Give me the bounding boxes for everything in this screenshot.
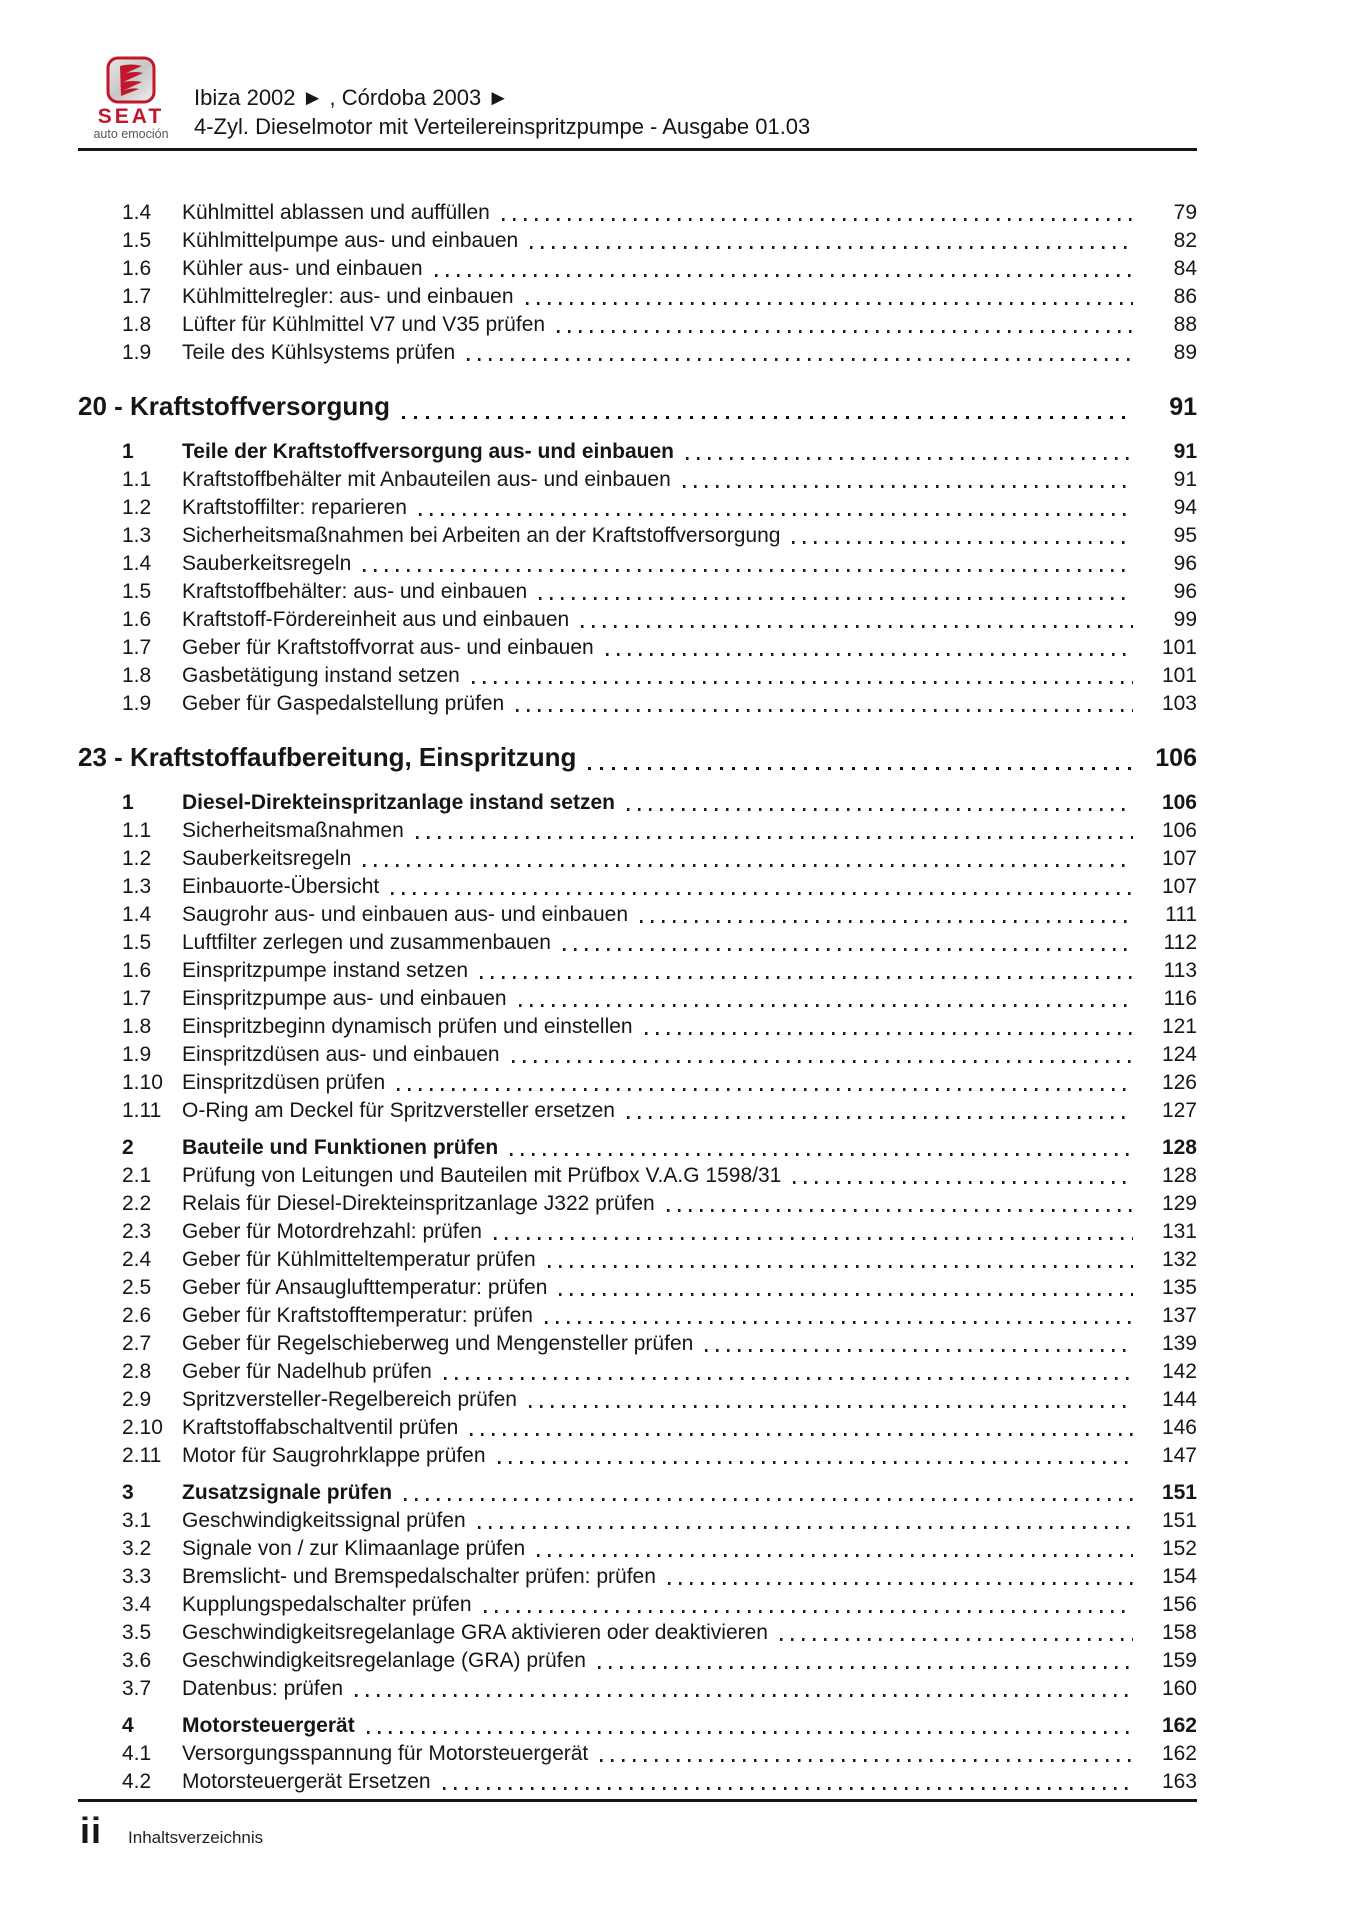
toc-item-title: Einspritzdüsen aus- und einbauen <box>182 1043 500 1066</box>
toc-item-number: 1.8 <box>122 1015 152 1038</box>
toc-item-title: Kraftstoffilter: reparieren <box>182 496 407 519</box>
toc-row <box>78 873 1197 901</box>
toc-item-title: Prüfung von Leitungen und Bauteilen mit Prüfbox V.A.G 1598/31 <box>182 1164 782 1187</box>
dot-leader <box>780 1638 1133 1641</box>
toc-section-page: 91 <box>1169 393 1197 421</box>
toc-item-title: Einspritzpumpe aus- und einbauen <box>182 987 507 1010</box>
toc-item-page: 142 <box>1161 1360 1197 1383</box>
dot-leader <box>600 1759 1133 1762</box>
toc-item-page: 127 <box>1161 1099 1197 1122</box>
toc-item-page: 96 <box>1173 552 1197 575</box>
toc-row <box>78 1647 1197 1675</box>
toc-row <box>78 1619 1197 1647</box>
toc-item-title: Kraftstoffbehälter: aus- und einbauen <box>182 580 528 603</box>
dot-leader <box>512 1060 1133 1063</box>
toc-item-page: 128 <box>1161 1164 1197 1187</box>
toc-item-page: 124 <box>1161 1043 1197 1066</box>
toc-item-title: Einbauorte-Übersicht <box>182 875 380 898</box>
toc-item-title: Motorsteuergerät <box>182 1714 355 1737</box>
dot-leader <box>627 1116 1133 1119</box>
toc-item-page: 137 <box>1161 1304 1197 1327</box>
dot-leader <box>645 1032 1133 1035</box>
toc-item-page: 162 <box>1161 1714 1197 1737</box>
toc-item-number: 1.8 <box>122 664 152 687</box>
table-of-contents <box>78 199 1197 1796</box>
toc-item-number: 1.1 <box>122 819 152 842</box>
toc-item-title: Kühlmittel ablassen und auffüllen <box>182 201 490 224</box>
toc-item-title: Kühlmittelpumpe aus- und einbauen <box>182 229 519 252</box>
toc-item-page: 113 <box>1163 959 1197 982</box>
toc-row <box>78 1134 1197 1162</box>
toc-item-page: 99 <box>1173 608 1197 631</box>
dot-leader <box>480 976 1133 979</box>
toc-item-title: Motorsteuergerät Ersetzen <box>182 1770 431 1793</box>
toc-item-page: 84 <box>1173 257 1197 280</box>
toc-item-number: 1.2 <box>122 847 152 870</box>
toc-item-title: Kühler aus- und einbauen <box>182 257 423 280</box>
dot-leader <box>559 1293 1133 1296</box>
toc-row <box>78 1507 1197 1535</box>
toc-item-title: Sicherheitsmaßnahmen <box>182 819 404 842</box>
toc-row <box>78 985 1197 1013</box>
dot-leader <box>467 358 1133 361</box>
toc-item-number: 2.5 <box>122 1276 152 1299</box>
toc-row <box>78 1041 1197 1069</box>
toc-item-number: 3.2 <box>122 1537 152 1560</box>
toc-item-number: 2 <box>122 1136 134 1159</box>
toc-row <box>78 1218 1197 1246</box>
toc-item-number: 1.3 <box>122 524 152 547</box>
dot-leader <box>519 1004 1133 1007</box>
toc-item-title: Saugrohr aus- und einbauen aus- und einbauen <box>182 903 629 926</box>
dot-leader <box>470 1433 1133 1436</box>
toc-item-number: 2.2 <box>122 1192 152 1215</box>
footer-rule <box>78 1799 1197 1802</box>
toc-item-title: Einspritzdüsen prüfen <box>182 1071 386 1094</box>
toc-item-number: 3.1 <box>122 1509 152 1532</box>
toc-row <box>78 1246 1197 1274</box>
footer-section-label: Inhaltsverzeichnis <box>128 1828 264 1847</box>
toc-item-title: Teile der Kraftstoffversorgung aus- und einbauen <box>182 440 675 463</box>
toc-item-page: 107 <box>1161 875 1197 898</box>
toc-item-number: 1.9 <box>122 692 152 715</box>
toc-item-title: Einspritzbeginn dynamisch prüfen und einstellen <box>182 1015 633 1038</box>
dot-leader <box>792 541 1133 544</box>
toc-row <box>78 227 1197 255</box>
toc-item-number: 3.6 <box>122 1649 152 1672</box>
toc-item-title: Lüfter für Kühlmittel V7 und V35 prüfen <box>182 313 546 336</box>
dot-leader <box>367 1731 1133 1734</box>
toc-row <box>78 466 1197 494</box>
toc-item-number: 1.9 <box>122 341 152 364</box>
toc-row <box>78 494 1197 522</box>
toc-item-number: 1.1 <box>122 468 152 491</box>
dot-leader <box>640 920 1133 923</box>
toc-item-title: Geber für Kraftstofftemperatur: prüfen <box>182 1304 533 1327</box>
toc-item-title: Kühlmittelregler: aus- und einbauen <box>182 285 514 308</box>
page-header <box>78 0 1197 142</box>
toc-item-page: 159 <box>1161 1649 1197 1672</box>
header-model-line: Ibiza 2002 ► , Córdoba 2003 ► <box>194 85 510 110</box>
toc-item-number: 1.3 <box>122 875 152 898</box>
dot-leader <box>402 416 1133 419</box>
toc-item-number: 1.7 <box>122 285 152 308</box>
toc-item-number: 2.9 <box>122 1388 152 1411</box>
toc-item-page: 146 <box>1161 1416 1197 1439</box>
toc-item-number: 3.4 <box>122 1593 152 1616</box>
toc-section-title: 23 - Kraftstoffaufbereitung, Einspritzung <box>78 742 577 772</box>
toc-item-page: 152 <box>1161 1537 1197 1560</box>
dot-leader <box>444 1377 1133 1380</box>
toc-item-page: 106 <box>1161 791 1197 814</box>
toc-item-title: Luftfilter zerlegen und zusammenbauen <box>182 931 551 954</box>
toc-row <box>78 311 1197 339</box>
toc-row <box>78 283 1197 311</box>
toc-item-number: 3.7 <box>122 1677 152 1700</box>
toc-item-page: 112 <box>1163 931 1197 954</box>
toc-item-title: Bauteile und Funktionen prüfen <box>182 1136 499 1159</box>
toc-item-title: Geber für Kühlmitteltemperatur prüfen <box>182 1248 536 1271</box>
toc-section-page: 106 <box>1155 744 1197 772</box>
seat-emblem-icon <box>106 56 156 104</box>
dot-leader <box>683 485 1133 488</box>
toc-item-number: 1.4 <box>122 903 152 926</box>
dot-leader <box>397 1088 1133 1091</box>
toc-item-page: 116 <box>1163 987 1197 1010</box>
toc-item-number: 1.8 <box>122 313 152 336</box>
dot-leader <box>435 274 1133 277</box>
dot-leader <box>530 246 1133 249</box>
dot-leader <box>478 1526 1133 1529</box>
dot-leader <box>686 457 1133 460</box>
toc-item-page: 163 <box>1161 1770 1197 1793</box>
toc-row <box>78 606 1197 634</box>
toc-row <box>78 1097 1197 1125</box>
dot-leader <box>667 1209 1133 1212</box>
toc-row <box>78 1302 1197 1330</box>
toc-item-title: Sicherheitsmaßnahmen bei Arbeiten an der Kraftstoffversorgung <box>182 524 781 547</box>
dot-leader <box>537 1554 1133 1557</box>
toc-item-title: Geschwindigkeitssignal prüfen <box>182 1509 466 1532</box>
dot-leader <box>404 1498 1133 1501</box>
toc-item-number: 4.1 <box>122 1742 152 1765</box>
dot-leader <box>443 1787 1133 1790</box>
toc-row <box>78 522 1197 550</box>
toc-item-number: 2.8 <box>122 1360 152 1383</box>
toc-item-page: 154 <box>1161 1565 1197 1588</box>
toc-item-number: 1.5 <box>122 931 152 954</box>
toc-row <box>78 1386 1197 1414</box>
toc-row <box>78 1591 1197 1619</box>
toc-item-page: 101 <box>1161 636 1197 659</box>
toc-item-title: Versorgungsspannung für Motorsteuergerät <box>182 1742 589 1765</box>
toc-row <box>78 1535 1197 1563</box>
toc-row <box>78 438 1197 466</box>
toc-item-title: Geber für Nadelhub prüfen <box>182 1360 432 1383</box>
dot-leader <box>494 1237 1133 1240</box>
toc-item-page: 82 <box>1173 229 1197 252</box>
toc-item-page: 95 <box>1173 524 1197 547</box>
toc-row <box>78 1740 1197 1768</box>
toc-item-title: Bremslicht- und Bremspedalschalter prüfen: prüfen <box>182 1565 656 1588</box>
dot-leader <box>598 1666 1133 1669</box>
dot-leader <box>363 864 1133 867</box>
toc-item-number: 3.5 <box>122 1621 152 1644</box>
dot-leader <box>557 330 1133 333</box>
toc-item-title: Datenbus: prüfen <box>182 1677 344 1700</box>
toc-item-title: Geber für Ansauglufttemperatur: prüfen <box>182 1276 548 1299</box>
toc-row <box>78 690 1197 718</box>
dot-leader <box>548 1265 1133 1268</box>
dot-leader <box>416 836 1133 839</box>
toc-item-page: 156 <box>1161 1593 1197 1616</box>
toc-section-title: 20 - Kraftstoffversorgung <box>78 391 391 421</box>
toc-section-header <box>78 384 1197 429</box>
toc-item-page: 111 <box>1165 903 1197 926</box>
toc-item-number: 4 <box>122 1714 134 1737</box>
toc-item-number: 1.4 <box>122 201 152 224</box>
toc-item-number: 2.10 <box>122 1416 163 1439</box>
toc-item-number: 1.5 <box>122 229 152 252</box>
toc-item-number: 2.1 <box>122 1164 152 1187</box>
toc-row <box>78 634 1197 662</box>
toc-item-number: 1.7 <box>122 636 152 659</box>
toc-item-title: Signale von / zur Klimaanlage prüfen <box>182 1537 526 1560</box>
seat-wordmark: SEAT <box>97 105 165 128</box>
dot-leader <box>502 218 1133 221</box>
toc-item-title: Geber für Gaspedalstellung prüfen <box>182 692 505 715</box>
toc-item-page: 144 <box>1161 1388 1197 1411</box>
toc-item-title: Sauberkeitsregeln <box>182 847 352 870</box>
toc-item-number: 1.9 <box>122 1043 152 1066</box>
toc-item-title: Spritzversteller-Regelbereich prüfen <box>182 1388 517 1411</box>
seat-tagline: auto emoción <box>93 127 169 141</box>
dot-leader <box>419 513 1133 516</box>
toc-item-page: 91 <box>1173 440 1197 463</box>
toc-item-title: Einspritzpumpe instand setzen <box>182 959 468 982</box>
header-rule <box>78 148 1197 151</box>
toc-item-number: 1 <box>122 440 134 463</box>
toc-item-title: O-Ring am Deckel für Spritzversteller ersetzen <box>182 1099 615 1122</box>
dot-leader <box>355 1694 1133 1697</box>
toc-item-title: Geschwindigkeitsregelanlage GRA aktivieren oder deaktivieren <box>182 1621 768 1644</box>
dot-leader <box>510 1153 1133 1156</box>
dot-leader <box>363 569 1133 572</box>
toc-row <box>78 817 1197 845</box>
toc-item-title: Kraftstoff-Fördereinheit aus und einbauen <box>182 608 570 631</box>
toc-item-number: 1.2 <box>122 496 152 519</box>
toc-item-page: 88 <box>1173 313 1197 336</box>
toc-item-page: 121 <box>1161 1015 1197 1038</box>
toc-item-title: Geschwindigkeitsregelanlage (GRA) prüfen <box>182 1649 586 1672</box>
toc-item-number: 1.11 <box>122 1099 162 1122</box>
toc-row <box>78 1675 1197 1703</box>
toc-item-number: 1.6 <box>122 959 152 982</box>
toc-item-page: 128 <box>1161 1136 1197 1159</box>
footer-page-number: ii <box>80 1810 103 1851</box>
toc-item-page: 151 <box>1161 1509 1197 1532</box>
page-footer <box>78 1799 1197 1852</box>
toc-item-page: 160 <box>1161 1677 1197 1700</box>
toc-item-title: Zusatzsignale prüfen <box>182 1481 393 1504</box>
dot-leader <box>526 302 1133 305</box>
toc-item-title: Sauberkeitsregeln <box>182 552 352 575</box>
toc-row <box>78 1442 1197 1470</box>
toc-row <box>78 662 1197 690</box>
toc-item-title: Kraftstoffabschaltventil prüfen <box>182 1416 459 1439</box>
toc-row <box>78 339 1197 367</box>
dot-leader <box>484 1610 1133 1613</box>
dot-leader <box>563 948 1133 951</box>
toc-item-page: 107 <box>1161 847 1197 870</box>
dot-leader <box>529 1405 1133 1408</box>
toc-item-number: 1.7 <box>122 987 152 1010</box>
toc-row <box>78 255 1197 283</box>
dot-leader <box>588 767 1133 770</box>
dot-leader <box>793 1181 1133 1184</box>
toc-item-title: Geber für Kraftstoffvorrat aus- und einbauen <box>182 636 594 659</box>
toc-item-title: Geber für Motordrehzahl: prüfen <box>182 1220 482 1243</box>
toc-item-page: 79 <box>1173 201 1197 224</box>
toc-row <box>78 1768 1197 1796</box>
toc-item-number: 1.6 <box>122 608 152 631</box>
toc-item-title: Diesel-Direkteinspritzanlage instand setzen <box>182 791 615 814</box>
toc-item-number: 2.6 <box>122 1304 152 1327</box>
toc-item-title: Kupplungspedalschalter prüfen <box>182 1593 472 1616</box>
toc-item-number: 3.3 <box>122 1565 152 1588</box>
toc-item-title: Motor für Saugrohrklappe prüfen <box>182 1444 486 1467</box>
toc-item-number: 2.3 <box>122 1220 152 1243</box>
toc-item-title: Relais für Diesel-Direkteinspritzanlage J322 prüfen <box>182 1192 655 1215</box>
dot-leader <box>606 653 1133 656</box>
toc-item-page: 147 <box>1161 1444 1197 1467</box>
toc-item-page: 162 <box>1161 1742 1197 1765</box>
toc-item-page: 94 <box>1173 496 1197 519</box>
dot-leader <box>705 1349 1133 1352</box>
toc-item-number: 3 <box>122 1481 134 1504</box>
toc-row <box>78 789 1197 817</box>
toc-item-page: 151 <box>1161 1481 1197 1504</box>
dot-leader <box>539 597 1133 600</box>
toc-item-page: 129 <box>1161 1192 1197 1215</box>
toc-item-page: 91 <box>1173 468 1197 491</box>
toc-item-title: Gasbetätigung instand setzen <box>182 664 460 687</box>
toc-item-page: 106 <box>1161 819 1197 842</box>
toc-item-page: 158 <box>1161 1621 1197 1644</box>
toc-section-header <box>78 735 1197 780</box>
toc-item-number: 2.4 <box>122 1248 152 1271</box>
toc-item-number: 1.10 <box>122 1071 163 1094</box>
toc-row <box>78 957 1197 985</box>
dot-leader <box>516 709 1133 712</box>
toc-item-number: 2.11 <box>122 1444 162 1467</box>
toc-row <box>78 578 1197 606</box>
toc-item-page: 139 <box>1161 1332 1197 1355</box>
toc-item-page: 96 <box>1173 580 1197 603</box>
header-subtitle-line: 4-Zyl. Dieselmotor mit Verteilereinspritzpumpe - Ausgabe 01.03 <box>194 114 811 139</box>
toc-item-page: 131 <box>1161 1220 1197 1243</box>
toc-item-page: 86 <box>1173 285 1197 308</box>
toc-item-title: Teile des Kühlsystems prüfen <box>182 341 456 364</box>
toc-row <box>78 1358 1197 1386</box>
dot-leader <box>498 1461 1133 1464</box>
toc-row <box>78 1013 1197 1041</box>
dot-leader <box>668 1582 1133 1585</box>
dot-leader <box>581 625 1133 628</box>
toc-row <box>78 1479 1197 1507</box>
toc-row <box>78 1330 1197 1358</box>
toc-row <box>78 1274 1197 1302</box>
toc-item-page: 101 <box>1161 664 1197 687</box>
toc-row <box>78 550 1197 578</box>
dot-leader <box>545 1321 1133 1324</box>
toc-row <box>78 845 1197 873</box>
toc-item-page: 132 <box>1161 1248 1197 1271</box>
toc-row <box>78 1712 1197 1740</box>
toc-row <box>78 901 1197 929</box>
toc-row <box>78 1190 1197 1218</box>
toc-item-page: 89 <box>1173 341 1197 364</box>
dot-leader <box>627 808 1133 811</box>
toc-item-page: 135 <box>1161 1276 1197 1299</box>
toc-item-number: 1.4 <box>122 552 152 575</box>
toc-item-number: 4.2 <box>122 1770 152 1793</box>
toc-item-page: 103 <box>1161 692 1197 715</box>
dot-leader <box>391 892 1133 895</box>
toc-row <box>78 199 1197 227</box>
toc-row <box>78 1414 1197 1442</box>
dot-leader <box>472 681 1133 684</box>
toc-row <box>78 929 1197 957</box>
toc-item-number: 1 <box>122 791 134 814</box>
toc-item-title: Geber für Regelschieberweg und Mengensteller prüfen <box>182 1332 694 1355</box>
toc-item-number: 1.6 <box>122 257 152 280</box>
toc-row <box>78 1563 1197 1591</box>
toc-row <box>78 1162 1197 1190</box>
toc-item-page: 126 <box>1161 1071 1197 1094</box>
toc-row <box>78 1069 1197 1097</box>
toc-item-number: 1.5 <box>122 580 152 603</box>
toc-item-title: Kraftstoffbehälter mit Anbauteilen aus- und einbauen <box>182 468 671 491</box>
toc-item-number: 2.7 <box>122 1332 152 1355</box>
seat-logo <box>78 56 184 142</box>
